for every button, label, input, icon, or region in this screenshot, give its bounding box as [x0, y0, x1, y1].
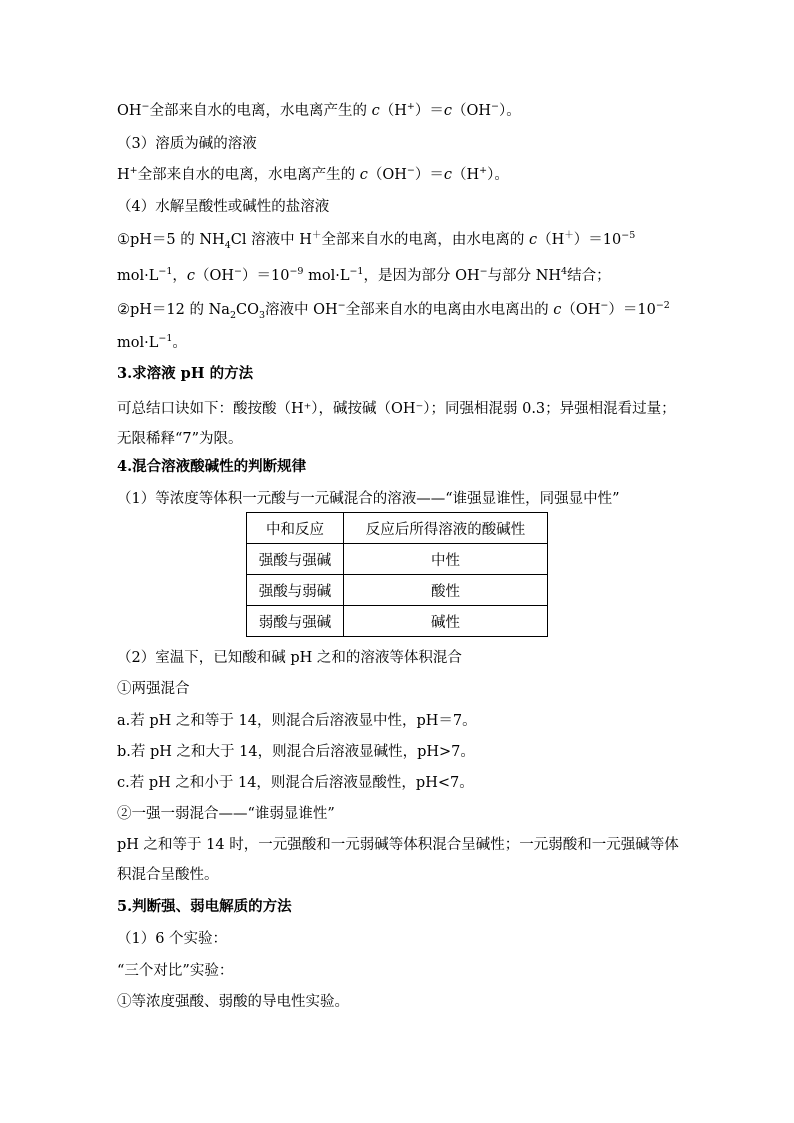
table-cell: 中性 — [344, 544, 548, 575]
table-row — [247, 544, 548, 575]
subheading-base-solution: （3）溶质为碱的溶液 — [117, 136, 257, 152]
table-header: 中和反应 — [247, 513, 344, 544]
paragraph-equal-volume: （1）等浓度等体积一元酸与一元碱混合的溶液——“谁强显谁性，同强显中性” — [117, 491, 620, 507]
paragraph-case-b: b.若 pH 之和大于 14，则混合后溶液显碱性，pH>7。 — [117, 744, 475, 760]
paragraph-ph-sum-14: pH 之和等于 14 时，一元强酸和一元弱碱等体积混合呈碱性；一元弱酸和一元强碱等体积混合呈酸性。 — [117, 837, 679, 883]
table-cell: 强酸与弱碱 — [247, 575, 344, 606]
heading-mixed-solution: 4.混合溶液酸碱性的判断规律 — [117, 458, 307, 475]
subheading-salt-solution: （4）水解呈酸性或碱性的盐溶液 — [117, 199, 330, 215]
paragraph-na2co3: ②pH＝12 的 $Na_2CO_3$溶液中 OH−全部来自水的电离由水电离出的 $c(OH^-)=10^{-2}$ — [117, 300, 670, 321]
paragraph-three-comparisons: “三个对比”实验： — [117, 963, 234, 979]
table-cell: 强酸与强碱 — [247, 544, 344, 575]
neutralization-table — [246, 512, 548, 637]
table-cell: 酸性 — [344, 575, 548, 606]
paragraph-h-source: H+全部来自水的电离，水电离产生的 c（OH−）＝c（H+）。 — [117, 165, 509, 183]
paragraph-oh-source: OH−全部来自水的电离，水电离产生的 c（H+）＝c（OH−）。 — [117, 101, 521, 119]
paragraph-na2co3-cont: $mol\cdot L^{-1}$。 — [117, 333, 187, 351]
paragraph-six-experiments: （1）6 个实验： — [117, 931, 228, 947]
paragraph-case-a: a.若 pH 之和等于 14，则混合后溶液显中性，pH＝7。 — [117, 713, 477, 729]
paragraph-two-strong: ①两强混合 — [117, 681, 190, 697]
table-header: 反应后所得溶液的酸碱性 — [344, 513, 548, 544]
heading-electrolyte-method: 5.判断强、弱电解质的方法 — [117, 898, 292, 915]
table-header-row — [247, 513, 548, 544]
paragraph-strong-weak: ②一强一弱混合——“谁弱显谁性” — [117, 806, 335, 822]
heading-ph-method: 3.求溶液 pH 的方法 — [117, 365, 254, 382]
paragraph-nh4cl-cont: $mol\cdot L^{-1}$，$c(OH^-)=10^{-9}$ $mol\cdot L^{-1}$，是因为部分 OH−与部分 $NH^4$结合； — [117, 266, 611, 284]
table-row — [247, 606, 548, 637]
paragraph-ph-mnemonic: 可总结口诀如下：酸按酸（H⁺），碱按碱（OH⁻）；同强相混弱 0.3；异强相混看过量；无限稀释“7”为限。 — [117, 401, 676, 447]
paragraph-case-c: c.若 pH 之和小于 14，则混合后溶液显酸性，pH<7。 — [117, 775, 474, 791]
paragraph-conductivity: ①等浓度强酸、弱酸的导电性实验。 — [117, 994, 349, 1010]
table-row — [247, 575, 548, 606]
table-cell: 碱性 — [344, 606, 548, 637]
paragraph-nh4cl: ①pH＝5 的 $NH_4Cl$ 溶液中 H＋全部来自水的电离，由水电离的 $c(H^+)=10^{-5}$ — [117, 230, 636, 251]
paragraph-room-temp: （2）室温下，已知酸和碱 pH 之和的溶液等体积混合 — [117, 650, 462, 666]
table-cell: 弱酸与强碱 — [247, 606, 344, 637]
